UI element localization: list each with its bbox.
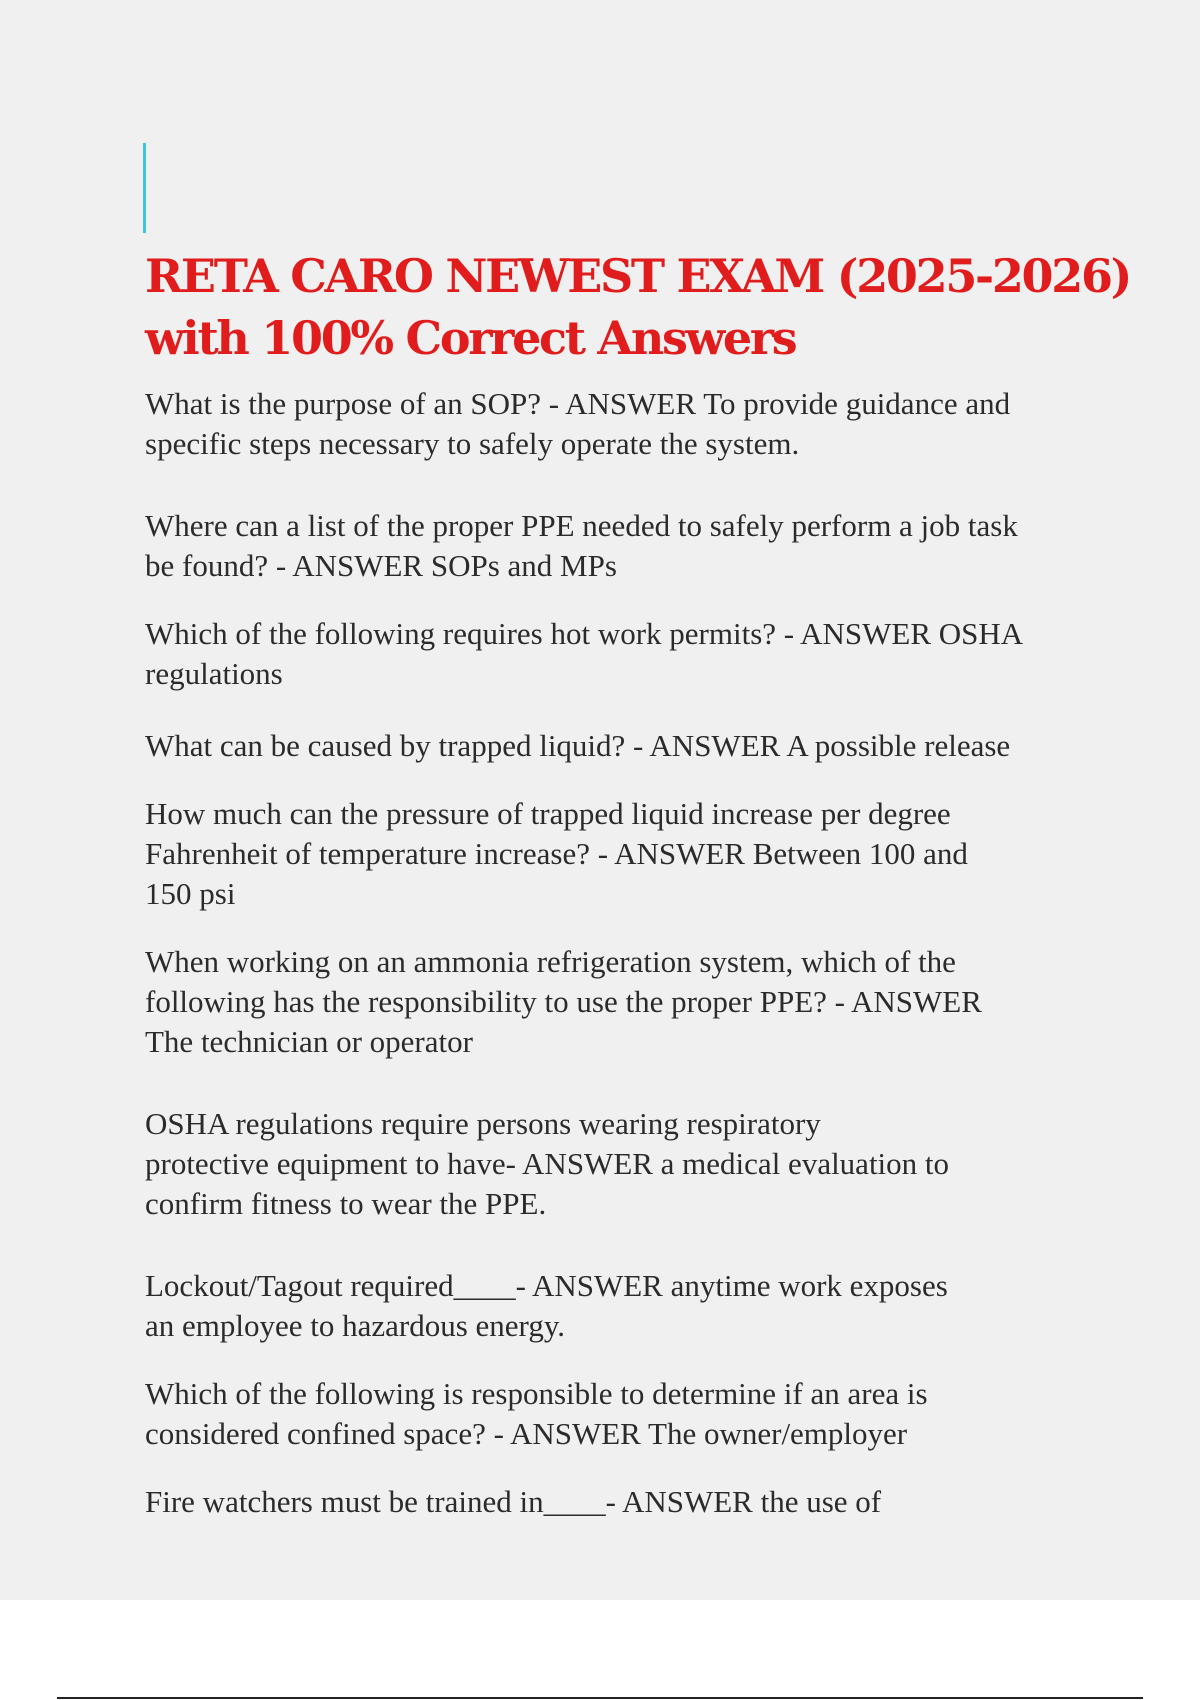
qa-item: What is the purpose of an SOP? - ANSWER To provide guidance and specific steps necessary to safely operate the system. bbox=[145, 386, 1011, 461]
qa-item: OSHA regulations require persons wearing respiratory protective equipment to have- ANSWER a medical evaluation to confirm fitness to wear the PPE. bbox=[145, 1106, 950, 1221]
qa-item: When working on an ammonia refrigeration system, which of the following has the responsibility to use the proper PPE? - ANSWER The technician or operator bbox=[145, 944, 982, 1059]
qa-item: What can be caused by trapped liquid? - ANSWER A possible release bbox=[145, 728, 1011, 763]
qa-list bbox=[145, 384, 1095, 1522]
footer-divider bbox=[57, 1697, 1143, 1699]
qa-item: Which of the following is responsible to determine if an area is considered confined space? - ANSWER The owner/employer bbox=[145, 1376, 928, 1451]
qa-item: Which of the following requires hot work permits? - ANSWER OSHA regulations bbox=[145, 616, 1024, 691]
qa-item: Lockout/Tagout required____- ANSWER anytime work exposes an employee to hazardous energy. bbox=[145, 1268, 948, 1343]
qa-item: Fire watchers must be trained in____- ANSWER the use of bbox=[145, 1484, 882, 1519]
document-title bbox=[145, 245, 1131, 369]
title-line-1: RETA CARO NEWEST EXAM (2025-2026) bbox=[145, 249, 1131, 303]
title-line-2: with 100% Correct Answers bbox=[145, 311, 796, 365]
text-cursor bbox=[143, 143, 146, 233]
qa-item: Where can a list of the proper PPE needed to safely perform a job task be found? - ANSWER SOPs and MPs bbox=[145, 508, 1018, 583]
qa-item: How much can the pressure of trapped liquid increase per degree Fahrenheit of temperature increase? - ANSWER Between 100 and 150 psi bbox=[145, 796, 968, 911]
